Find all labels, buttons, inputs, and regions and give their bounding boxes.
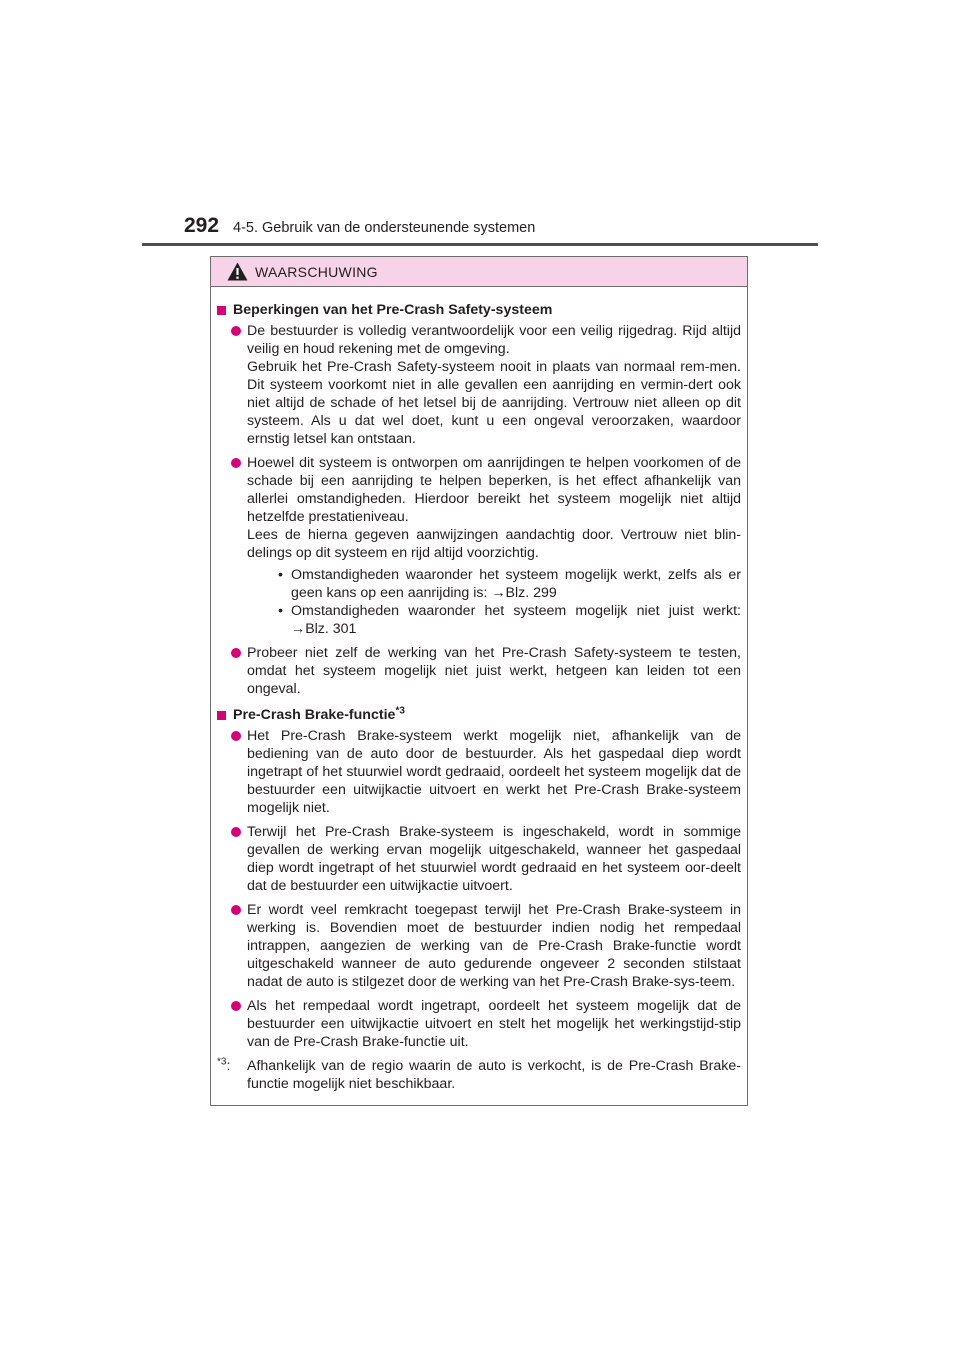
- bullet-dot-icon: [231, 458, 241, 468]
- warning-box: [210, 256, 748, 1106]
- section-heading-text: Pre-Crash Brake-functie: [233, 707, 396, 723]
- section-square-icon: [217, 711, 226, 720]
- bullet-paragraph: Als het rempedaal wordt ingetrapt, oordeelt het systeem mogelijk dat de bestuurder een uitwijkactie uitvoert en stelt het mogelijk het werkingstijd-stip van de Pre-Crash Brake-functie uit.: [247, 998, 741, 1050]
- footnote-text: Afhankelijk van de regio waarin de auto is verkocht, is de Pre-Crash Brake-functie mogelijk niet beschikbaar.: [247, 1058, 741, 1092]
- page-number: 292: [184, 214, 220, 237]
- sub-list-item: [247, 566, 741, 602]
- section-heading: [217, 706, 741, 724]
- bullet-dot-icon: [231, 648, 241, 658]
- bullet-item: [217, 823, 741, 895]
- sub-bullet-mark: •: [278, 567, 283, 583]
- section-square-icon: [217, 306, 226, 315]
- bullet-dot-icon: [231, 326, 241, 336]
- bullet-paragraph: Gebruik het Pre-Crash Safety-systeem nooit in plaats van normaal rem-men. Dit systeem voorkomt niet in alle gevallen een aanrijding en vermin-dert ook niet altijd de schade of het letsel bij de aanrijding. Vertrouw niet alleen op dit systeem. Als u dat wel doet, kunt u een ongeval veroorzaken, waardoor ernstig letsel kan ontstaan.: [247, 359, 741, 447]
- bullet-paragraph: Het Pre-Crash Brake-systeem werkt mogelijk niet, afhankelijk van de bediening van de auto door de bestuurder. Als het gaspedaal diep wordt ingetrapt of het stuurwiel wordt gedraaid, oordeelt het systeem mogelijk dat de bestuurder een uitwijkactie uitvoert en werkt het Pre-Crash Brake-systeem mogelijk niet.: [247, 728, 741, 816]
- sub-item-text: Omstandigheden waaronder het systeem mogelijk niet juist werkt: →Blz. 301: [291, 603, 741, 637]
- header-rule: [142, 243, 818, 246]
- warning-triangle-icon: [227, 262, 248, 281]
- bullet-dot-icon: [231, 905, 241, 915]
- sub-item-text: Omstandigheden waaronder het systeem mogelijk werkt, zelfs als er geen kans op een aanrijding is: →Blz. 299: [291, 567, 741, 601]
- warning-body: [211, 287, 747, 1093]
- footnote: [217, 1057, 741, 1093]
- bullet-item: [217, 322, 741, 448]
- sub-list: [247, 566, 741, 638]
- sub-list-item: [247, 602, 741, 638]
- bullet-paragraph: Er wordt veel remkracht toegepast terwijl het Pre-Crash Brake-systeem in werking is. Bovendien moet de bestuurder indien nodig het rempedaal intrappen, aangezien de werking van de Pre-Crash Brake-functie wordt uitgeschakeld wanneer de auto gedurende ongeveer 2 seconden stilstaat nadat de auto is stilgezet door de werking van het Pre-Crash Brake-sys-teem.: [247, 902, 741, 990]
- bullet-item: [217, 901, 741, 991]
- bullet-dot-icon: [231, 1001, 241, 1011]
- bullet-paragraph: Lees de hierna gegeven aanwijzingen aandachtig door. Vertrouw niet blin-delings op dit systeem en rijd altijd voorzichtig.: [247, 527, 741, 561]
- bullet-paragraph: Terwijl het Pre-Crash Brake-systeem is ingeschakeld, wordt in sommige gevallen de werking ervan mogelijk uitgeschakeld, wanneer het gaspedaal diep wordt ingetrapt of het stuurwiel wordt gedraaid en het systeem oor-deelt dat de bestuurder een uitwijkactie uitvoert.: [247, 824, 741, 894]
- warning-header: [211, 257, 747, 287]
- bullet-item: [217, 454, 741, 638]
- bullet-paragraph: Hoewel dit systeem is ontworpen om aanrijdingen te helpen voorkomen of de schade bij een aanrijding te helpen beperken, is het effect afhankelijk van allerlei omstandigheden. Hierdoor bereikt het systeem mogelijk niet altijd hetzelfde prestatieniveau.: [247, 455, 741, 525]
- bullet-dot-icon: [231, 731, 241, 741]
- bullet-paragraph: Probeer niet zelf de werking van het Pre-Crash Safety-systeem te testen, omdat het systeem mogelijk niet juist werkt, hetgeen kan leiden tot een ongeval.: [247, 645, 741, 697]
- bullet-item: [217, 997, 741, 1051]
- section-heading: [217, 301, 741, 319]
- bullet-dot-icon: [231, 827, 241, 837]
- bullet-item: [217, 644, 741, 698]
- section-heading-text: Beperkingen van het Pre-Crash Safety-systeem: [233, 302, 553, 318]
- footnote-reference: *3: [395, 705, 405, 717]
- bullet-item: [217, 727, 741, 817]
- footnote-mark: $^{*3}$:: [217, 1056, 231, 1074]
- warning-title: WAARSCHUWING: [255, 264, 378, 280]
- footnote-mark-sup: *3: [217, 1056, 227, 1068]
- bullet-paragraph: De bestuurder is volledig verantwoordelijk voor een veilig rijgedrag. Rijd altijd veilig en houd rekening met de omgeving.: [247, 323, 741, 357]
- sub-bullet-mark: •: [278, 603, 283, 619]
- chapter-title: 4-5. Gebruik van de ondersteunende systemen: [233, 220, 536, 236]
